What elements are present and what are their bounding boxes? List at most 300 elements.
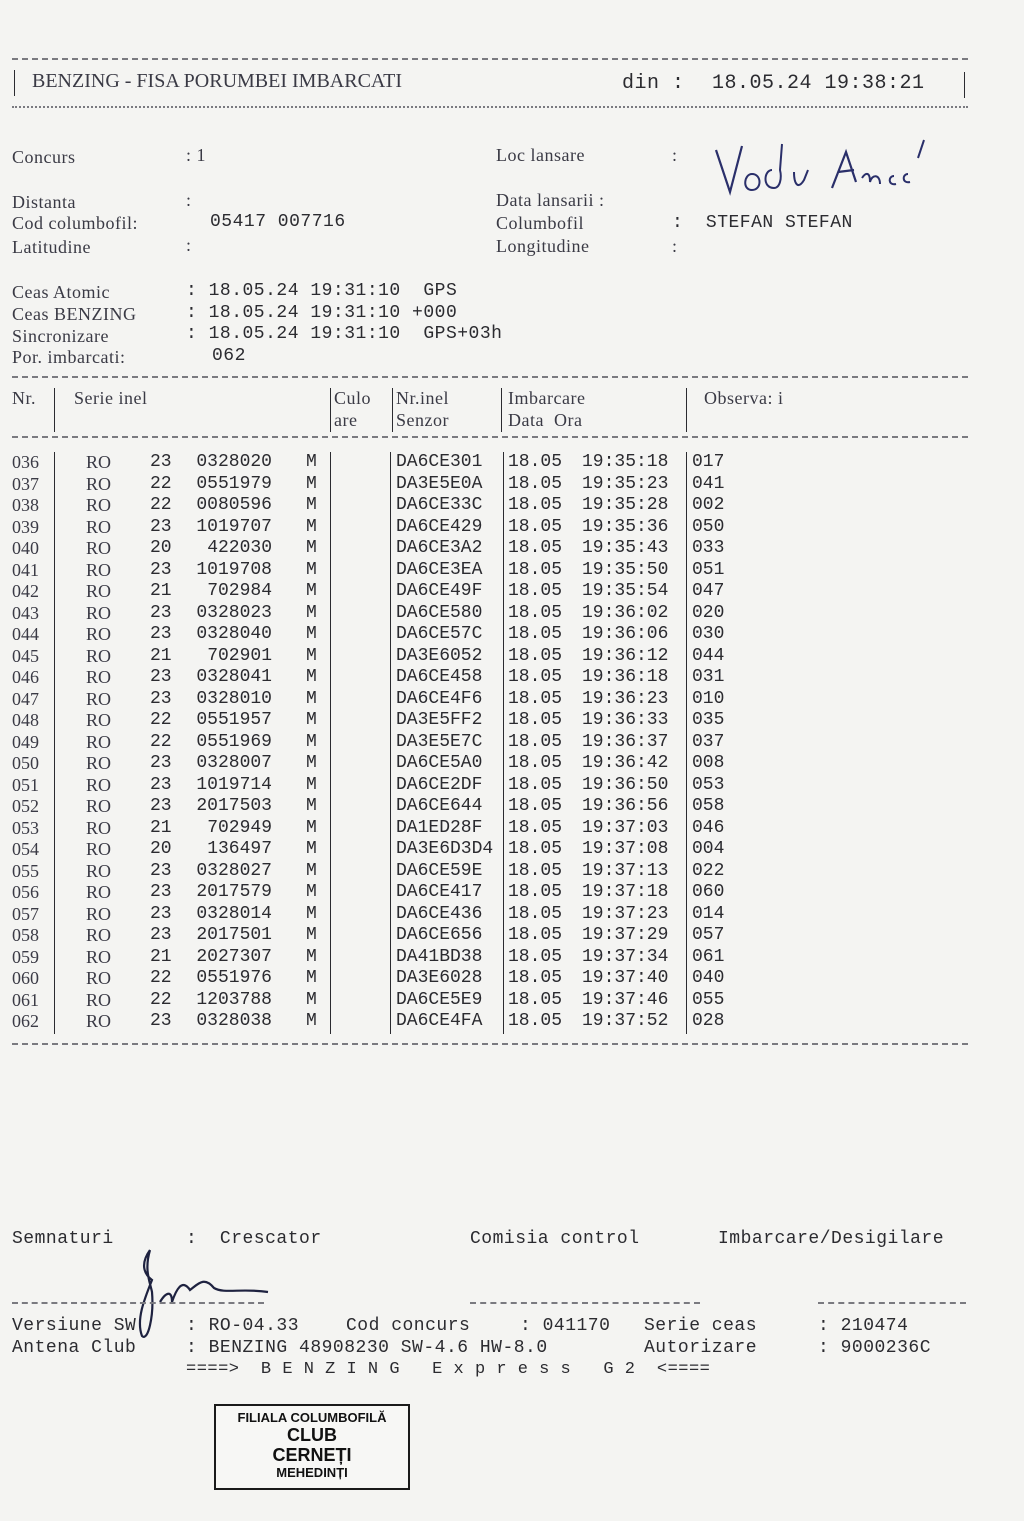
body-sep-5 [686,452,687,1034]
row-sensor-id: DA6CE33C [396,495,483,515]
row-sex: M [306,602,317,623]
row-number: 041 [12,559,39,580]
row-date: 18.05 [508,624,563,644]
row-sex: M [306,516,317,537]
row-ring-number: 0328014 [196,903,272,924]
concurs-label: Concurs [12,147,76,167]
latitudine-value: : [186,235,192,255]
row-year: 22 [150,731,172,752]
row-ring-number: 1019714 [196,774,272,795]
row-time: 19:36:18 [582,667,669,687]
row-country: RO [86,1011,112,1031]
row-year: 22 [150,495,172,515]
row-sensor-id: DA6CE49F [396,581,483,601]
row-sex: M [306,624,317,644]
row-ring-number: 0328023 [196,602,272,623]
row-country: RO [86,731,112,752]
row-time: 19:37:18 [582,882,669,902]
row-date: 18.05 [508,968,563,988]
row-time: 19:37:40 [582,968,669,988]
row-number: 046 [12,667,39,687]
row-observation: 002 [692,495,725,515]
stamp-line-3: CERNEȚI [272,1445,352,1465]
row-country: RO [86,989,112,1010]
header-sep-4 [501,388,502,432]
ceas-atomic-label: Ceas Atomic [12,282,110,302]
col-header-nr: Nr. [12,388,36,408]
col-header-culoare-1: Culo [334,388,372,408]
row-number: 055 [12,860,39,881]
row-year: 22 [150,473,172,494]
row-date: 18.05 [508,1011,563,1031]
row-country: RO [86,495,112,515]
row-observation: 046 [692,817,725,838]
row-sex: M [306,925,317,945]
row-ring-number: 0328007 [196,753,272,773]
handwritten-location [708,132,938,202]
row-time: 19:36:42 [582,753,669,773]
concurs-value: : 1 [186,145,207,165]
row-time: 19:36:37 [582,731,669,752]
row-sensor-id: DA6CE57C [396,624,483,644]
table-row [0,775,1024,797]
row-sensor-id: DA3E5E0A [396,473,483,494]
header-sep-5 [686,388,687,432]
row-ring-number: 1203788 [196,989,272,1010]
row-time: 19:35:28 [582,495,669,515]
row-sex: M [306,903,317,924]
row-observation: 022 [692,860,725,881]
cod-concurs-value: : 041170 [520,1316,611,1336]
col-header-inel-2: Senzor [396,410,449,430]
cod-columbofil-label: Cod columbofil: [12,213,138,233]
row-date: 18.05 [508,559,563,580]
row-date: 18.05 [508,774,563,795]
row-year: 21 [150,645,172,666]
row-country: RO [86,602,112,623]
row-ring-number: 2017503 [196,796,272,816]
row-observation: 037 [692,731,725,752]
table-top-divider [12,376,968,378]
row-country: RO [86,882,112,902]
sign-divider-3 [818,1302,966,1304]
header-left-bar [14,70,15,96]
row-sex: M [306,473,317,494]
row-number: 061 [12,989,39,1010]
row-ring-number: 1019708 [196,559,272,580]
header-sep-2 [330,388,331,432]
table-row [0,474,1024,496]
autorizare-label: Autorizare [644,1338,758,1358]
row-sex: M [306,731,317,752]
row-time: 19:35:36 [582,516,669,537]
crescator-label: : Crescator [186,1229,322,1249]
row-time: 19:35:23 [582,473,669,494]
row-sex: M [306,538,317,558]
row-number: 051 [12,774,39,795]
row-number: 048 [12,710,39,730]
table-row [0,925,1024,947]
row-observation: 035 [692,710,725,730]
row-sensor-id: DA1ED28F [396,817,483,838]
row-observation: 040 [692,968,725,988]
cod-concurs-label: Cod concurs [346,1316,471,1336]
row-sex: M [306,796,317,816]
row-observation: 060 [692,882,725,902]
row-time: 19:36:06 [582,624,669,644]
row-number: 058 [12,925,39,945]
row-time: 19:35:54 [582,581,669,601]
row-year: 23 [150,624,172,644]
document-title: BENZING - FISA PORUMBEI IMBARCATI [32,70,403,92]
row-ring-number: 2017579 [196,882,272,902]
body-sep-2 [330,452,331,1034]
row-country: RO [86,473,112,494]
row-observation: 028 [692,1011,725,1031]
table-row [0,753,1024,775]
row-date: 18.05 [508,473,563,494]
longitudine-label: Longitudine [496,236,590,256]
porumbei-imbarcati-label: Por. imbarcati: [12,347,126,367]
header-right-bar [964,72,965,98]
row-country: RO [86,516,112,537]
row-ring-number: 0328041 [196,667,272,687]
row-ring-number: 702949 [207,817,272,838]
row-time: 19:36:12 [582,645,669,666]
row-year: 23 [150,602,172,623]
row-number: 062 [12,1011,39,1031]
row-ring-number: 0551957 [196,710,272,730]
row-observation: 030 [692,624,725,644]
row-date: 18.05 [508,710,563,730]
row-observation: 033 [692,538,725,558]
table-row [0,1011,1024,1033]
row-number: 036 [12,452,39,472]
table-row [0,646,1024,668]
versiune-sw-value: : RO-04.33 [186,1316,300,1336]
versiune-sw-label: Versiune SW [12,1316,137,1336]
row-date: 18.05 [508,925,563,945]
row-sensor-id: DA6CE5A0 [396,753,483,773]
row-country: RO [86,839,112,859]
row-sensor-id: DA6CE59E [396,860,483,881]
antena-club-value: : BENZING 48908230 SW-4.6 HW-8.0 [186,1338,548,1358]
row-ring-number: 2017501 [196,925,272,945]
row-time: 19:35:18 [582,452,669,472]
row-year: 23 [150,903,172,924]
row-number: 050 [12,753,39,773]
row-observation: 010 [692,688,725,709]
row-country: RO [86,645,112,666]
row-sex: M [306,452,317,472]
row-ring-number: 0551979 [196,473,272,494]
row-number: 039 [12,516,39,537]
row-country: RO [86,946,112,967]
row-observation: 058 [692,796,725,816]
row-sensor-id: DA3E6D3D4 [396,839,494,859]
table-row [0,495,1024,517]
row-country: RO [86,817,112,838]
row-year: 23 [150,925,172,945]
table-row [0,560,1024,582]
row-date: 18.05 [508,645,563,666]
row-sex: M [306,559,317,580]
comisia-control-label: Comisia control [470,1229,640,1249]
ceas-benzing-label: Ceas BENZING [12,304,137,324]
row-sensor-id: DA6CE5E9 [396,989,483,1010]
row-date: 18.05 [508,839,563,859]
row-country: RO [86,753,112,773]
table-row [0,990,1024,1012]
row-year: 23 [150,559,172,580]
din-label: din : [622,72,685,95]
cod-columbofil-value: 05417 007716 [210,212,346,232]
data-lansarii-label: Data lansarii : [496,190,605,210]
distanta-label: Distanta [12,192,76,212]
row-sensor-id: DA6CE656 [396,925,483,945]
row-time: 19:35:50 [582,559,669,580]
row-country: RO [86,860,112,881]
row-observation: 020 [692,602,725,623]
row-year: 22 [150,989,172,1010]
row-time: 19:37:03 [582,817,669,838]
table-header-divider [12,436,968,438]
latitudine-label: Latitudine [12,237,91,257]
row-country: RO [86,688,112,709]
header-sep-1 [54,388,55,432]
row-sensor-id: DA6CE2DF [396,774,483,795]
loc-lansare-label: Loc lansare [496,145,585,165]
row-ring-number: 1019707 [196,516,272,537]
club-stamp [214,1404,410,1490]
row-observation: 008 [692,753,725,773]
row-time: 19:36:56 [582,796,669,816]
serie-ceas-label: Serie ceas [644,1316,758,1336]
row-observation: 014 [692,903,725,924]
row-sensor-id: DA6CE580 [396,602,483,623]
row-number: 047 [12,688,39,709]
col-header-imbarcare-2: Data Ora [508,410,583,430]
imbarcare-desigilare-label: Imbarcare/Desigilare [718,1229,945,1249]
row-date: 18.05 [508,688,563,709]
row-ring-number: 0080596 [196,495,272,515]
row-year: 23 [150,860,172,881]
row-sensor-id: DA6CE3EA [396,559,483,580]
body-sep-3 [390,452,391,1034]
row-sex: M [306,946,317,967]
columbofil-label: Columbofil [496,213,585,233]
row-sex: M [306,817,317,838]
row-number: 049 [12,731,39,752]
row-time: 19:36:33 [582,710,669,730]
table-row [0,732,1024,754]
sign-divider-2 [470,1302,700,1304]
col-header-observatii: Observa: i [704,388,784,408]
row-time: 19:36:50 [582,774,669,795]
table-row [0,689,1024,711]
row-year: 23 [150,452,172,472]
row-sex: M [306,688,317,709]
row-country: RO [86,538,112,558]
row-time: 19:37:13 [582,860,669,881]
row-number: 037 [12,473,39,494]
serie-ceas-value: : 210474 [818,1316,909,1336]
row-year: 23 [150,1011,172,1031]
row-sex: M [306,774,317,795]
row-sex: M [306,839,317,859]
row-ring-number: 0328020 [196,452,272,472]
row-number: 044 [12,624,39,644]
table-row [0,624,1024,646]
row-year: 21 [150,817,172,838]
row-sensor-id: DA3E5FF2 [396,710,483,730]
row-date: 18.05 [508,516,563,537]
sincronizare-label: Sincronizare [12,326,109,346]
row-ring-number: 0551976 [196,968,272,988]
header-top-divider [12,58,968,60]
row-ring-number: 2027307 [196,946,272,967]
row-ring-number: 0328038 [196,1011,272,1031]
row-year: 22 [150,968,172,988]
row-date: 18.05 [508,989,563,1010]
table-row [0,818,1024,840]
row-country: RO [86,796,112,816]
row-sensor-id: DA6CE301 [396,452,483,472]
table-row [0,667,1024,689]
row-country: RO [86,667,112,687]
row-year: 23 [150,516,172,537]
row-sex: M [306,645,317,666]
row-ring-number: 0328027 [196,860,272,881]
row-sensor-id: DA3E6028 [396,968,483,988]
row-observation: 051 [692,559,725,580]
antena-club-label: Antena Club [12,1338,137,1358]
table-row [0,538,1024,560]
row-year: 20 [150,538,172,558]
row-number: 038 [12,495,39,515]
row-number: 052 [12,796,39,816]
row-number: 057 [12,903,39,924]
row-ring-number: 136497 [207,839,272,859]
row-observation: 044 [692,645,725,666]
row-year: 21 [150,581,172,601]
row-sensor-id: DA6CE644 [396,796,483,816]
row-country: RO [86,559,112,580]
col-header-serie: Serie inel [74,388,148,408]
table-row [0,947,1024,969]
table-row [0,839,1024,861]
row-date: 18.05 [508,860,563,881]
row-date: 18.05 [508,946,563,967]
ceas-benzing-value: : 18.05.24 19:31:10 +000 [186,303,458,323]
table-row [0,603,1024,625]
row-year: 23 [150,667,172,687]
row-date: 18.05 [508,538,563,558]
row-number: 043 [12,602,39,623]
row-sex: M [306,495,317,515]
stamp-line-1: FILIALA COLUMBOFILĂ [237,1410,387,1425]
row-year: 21 [150,946,172,967]
columbofil-value: : STEFAN STEFAN [672,213,853,233]
sincronizare-value: : 18.05.24 19:31:10 GPS+03h [186,324,503,344]
row-number: 045 [12,645,39,666]
row-time: 19:37:23 [582,903,669,924]
row-observation: 050 [692,516,725,537]
table-row [0,517,1024,539]
row-time: 19:35:43 [582,538,669,558]
row-country: RO [86,925,112,945]
print-datetime: 18.05.24 19:38:21 [712,72,925,95]
row-sex: M [306,710,317,730]
row-time: 19:36:02 [582,602,669,623]
row-date: 18.05 [508,753,563,773]
row-observation: 053 [692,774,725,795]
row-time: 19:37:46 [582,989,669,1010]
header-sep-3 [392,388,393,432]
row-number: 042 [12,581,39,601]
col-header-inel-1: Nr.inel [396,388,449,408]
row-sensor-id: DA6CE3A2 [396,538,483,558]
row-time: 19:37:52 [582,1011,669,1031]
row-observation: 004 [692,839,725,859]
row-ring-number: 0328040 [196,624,272,644]
body-sep-4 [503,452,504,1034]
table-row [0,452,1024,474]
row-ring-number: 702901 [207,645,272,666]
row-date: 18.05 [508,796,563,816]
row-date: 18.05 [508,817,563,838]
row-number: 059 [12,946,39,967]
row-country: RO [86,624,112,644]
row-time: 19:37:29 [582,925,669,945]
row-sensor-id: DA6CE4F6 [396,688,483,709]
longitudine-value: : [672,236,678,256]
row-country: RO [86,774,112,795]
row-year: 23 [150,753,172,773]
row-year: 20 [150,839,172,859]
row-sex: M [306,968,317,988]
table-row [0,861,1024,883]
row-country: RO [86,968,112,988]
row-sex: M [306,667,317,687]
row-year: 23 [150,796,172,816]
row-date: 18.05 [508,903,563,924]
row-number: 060 [12,968,39,988]
col-header-imbarcare-1: Imbarcare [508,388,586,408]
row-year: 23 [150,882,172,902]
row-number: 040 [12,538,39,558]
row-country: RO [86,710,112,730]
col-header-culoare-2: are [334,410,358,430]
row-sex: M [306,989,317,1010]
row-sex: M [306,581,317,601]
row-observation: 017 [692,452,725,472]
table-row [0,796,1024,818]
row-year: 22 [150,710,172,730]
row-country: RO [86,581,112,601]
row-sensor-id: DA6CE429 [396,516,483,537]
table-row [0,581,1024,603]
row-sensor-id: DA3E6052 [396,645,483,666]
row-date: 18.05 [508,731,563,752]
row-time: 19:36:23 [582,688,669,709]
row-ring-number: 422030 [207,538,272,558]
row-observation: 061 [692,946,725,967]
row-year: 23 [150,688,172,709]
semnaturi-label: Semnaturi [12,1229,114,1249]
row-sensor-id: DA6CE458 [396,667,483,687]
header-bottom-divider [12,106,968,108]
